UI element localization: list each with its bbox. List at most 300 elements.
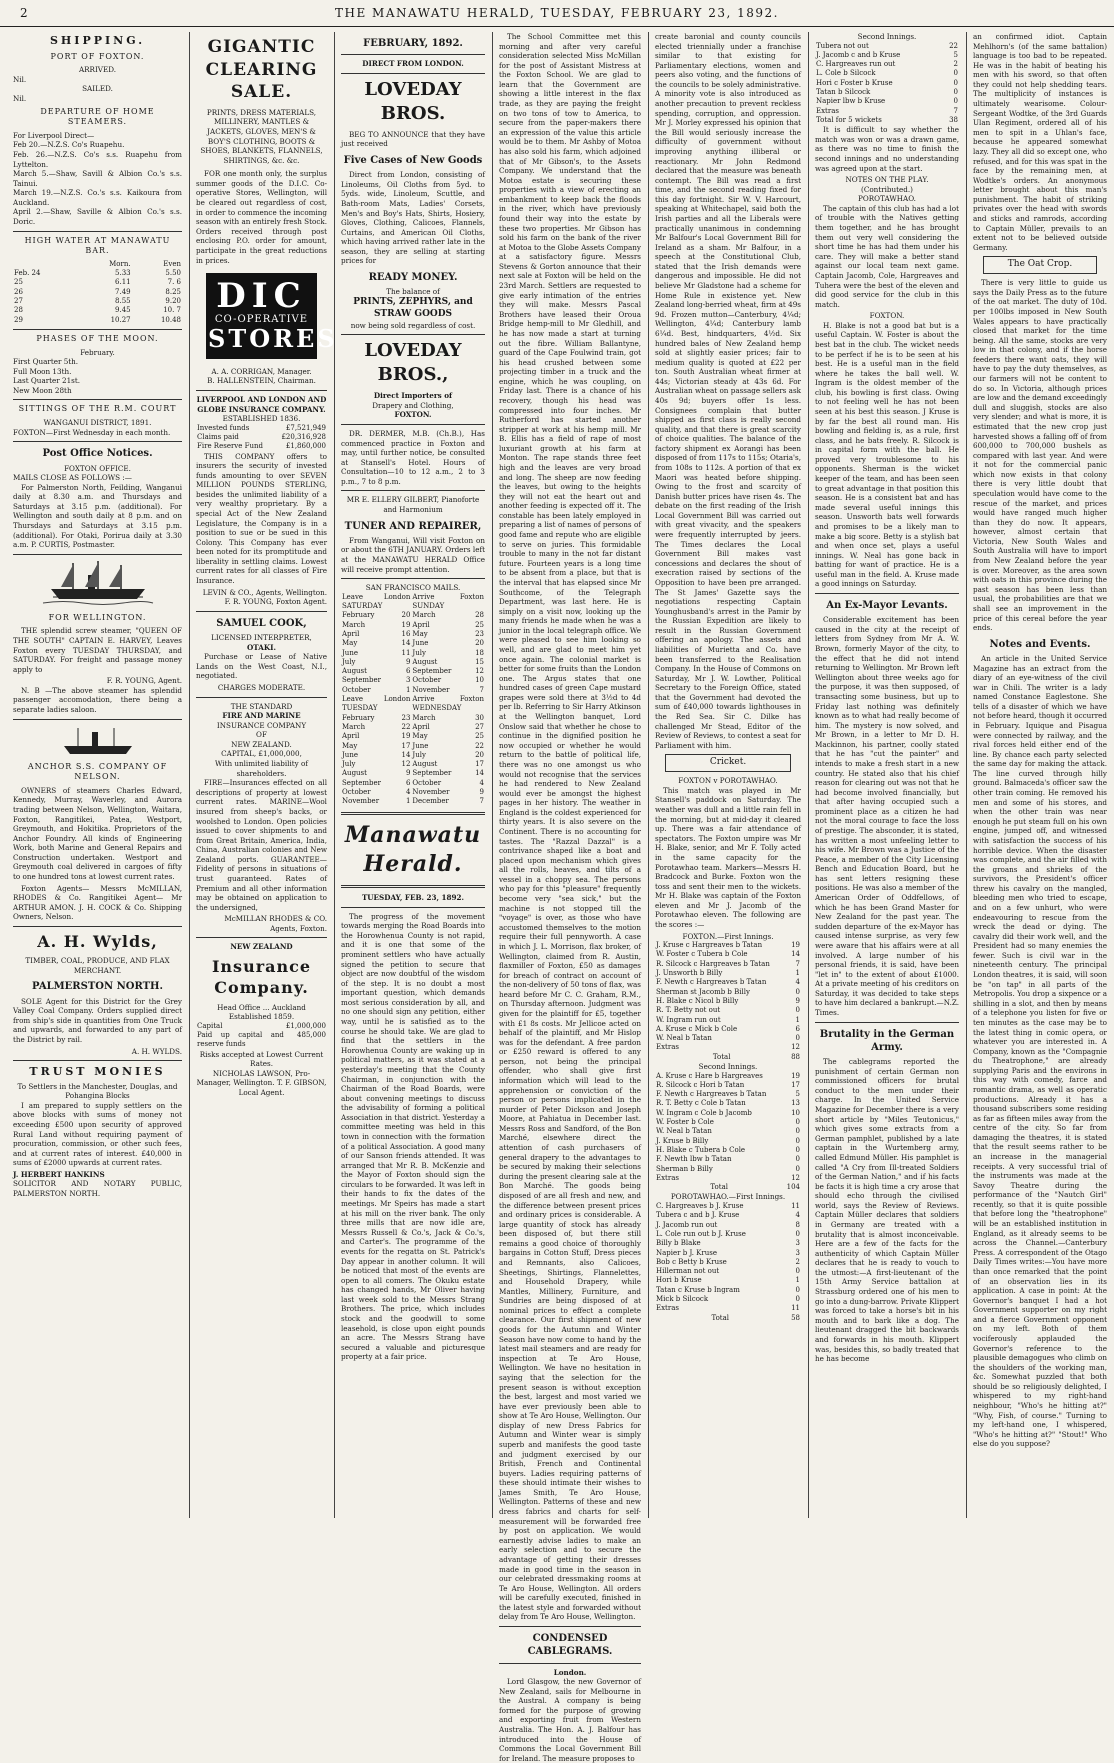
sf-cell: March xyxy=(412,713,436,722)
score-row xyxy=(655,1025,801,1034)
sf-row xyxy=(341,630,485,639)
high-water-heading: HIGH WATER AT MANAWATU BAR. xyxy=(24,235,171,256)
ins-heading: LIVERPOOL AND LONDON AND GLOBE INSURANCE COMPANY. xyxy=(196,394,327,414)
score-row xyxy=(655,1090,801,1099)
logo-stores: STORES xyxy=(208,324,338,354)
prints: PRINTS, ZEPHYRS, and STRAW GOODS xyxy=(353,296,473,319)
tide-morn: 6.11 xyxy=(115,278,131,287)
departure-item: Feb. 26.—N.Z.S. Co's s.s. Ruapehu from Lyttelton. xyxy=(13,149,182,169)
moon-phase: First Quarter 5th. xyxy=(13,357,79,367)
score-row xyxy=(655,1202,801,1211)
score-row xyxy=(655,1295,801,1304)
score-row xyxy=(655,1127,801,1136)
notes-events-text: An article in the United Service Magazine has an extract from the diary of an eye-witness of the civil war in Chili. The writer is a lady named Constance Eaglestone. She tells of a disaster of which we have not before heard, though it occurred in February. Iquique and Pisagua were connected by railway, and the rival forces held either end of the line. By chance each party selected the same day for making the attack. The line curved through hilly ground. Balmaceda's officer saw the other train coming. He removed his men and some of his stores, and when the other train was near enough he put steam full on his own engine, jumped off, and witnessed with satisfaction the success of his horrible device. When the disaster was complete, and the air filled with the groans and shrieks of the survivors, the President's officer threw his cavalry on the mangled, bleeding men who tried to escape, and on a few unhurt, who were endeavouring to rescue from the wreck the dead or dying. The cavalry did their work well, and the President had so many enemies the fewer. Such is civil war in the nineteenth century. The principal London theatres, it is said, will soon be "on tap" in all parts of the Metropolis. You drop a sixpence or a shilling in a slot, and then by means of a telephone you listen for five or ten minutes as the case may be to the latest thing in comic opera, or whatever you are interested in. A Company, known as the "Compagnie du Theatrophone," are already supplying Paris and the environs in this way with comedy, farce and romantic drama, as well as operatic productions. Already it has a thousand subscribers some residing as far as fifteen miles away from the centre of the city. So far from damaging the theatres, it is stated that the result seems rather to be an increase in the managerial receipts. A very successful trial of the instruments was made at the Savoy Theatre during the performance of the "Nautch Girl" recently, so that it is quite possible that before long the "theatrophone" will be an established institution in England, as it already seems to be across the Channel.—Canterbury Press. A correspondent of the Otago Daily Times writes:—You have more than once remarked that the point of an observation lies in its application. A case in point: At the Governor's banquet I had a hot Government supporter on my right and a fierce Government opponent on my left. Both of them vociferously applauded the Governor's reference to the plausible demagogues who climb on the shoulders of the working man, &c. Somewhat puzzled that both should be so religiously delighted, I whispered to my right-hand neighbour, "Who's he hitting at?" "Why, Fish, of course." Turning to my left-hand one, I whispered, "Who's he hitting at?" "Stout!" Who else do you suppose? xyxy=(973,653,1107,1449)
loveday-heading-2: LOVEDAY BROS., xyxy=(364,340,462,386)
tide-even: 8.25 xyxy=(165,287,181,296)
score-row xyxy=(655,1016,801,1025)
sf-heading: SAN FRANCISCO MAILS. xyxy=(365,583,461,593)
total-runs: 38 xyxy=(949,115,958,124)
port-heading: PORT OF FOXTON. xyxy=(50,51,145,61)
innings-heading: POROTAWHAO.—First Innings. xyxy=(670,1192,786,1202)
sf-cell: 14 xyxy=(475,769,484,778)
sf-row xyxy=(341,676,485,685)
ins-label: Fire Reserve Fund xyxy=(197,442,263,451)
std-sub2: INSURANCE COMPANY xyxy=(216,720,307,730)
runs: 4 xyxy=(795,978,800,987)
nz-row xyxy=(196,1022,327,1031)
anchor-heading: ANCHOR S.S. COMPANY OF NELSON. xyxy=(27,761,168,782)
runs: 0 xyxy=(795,1145,800,1154)
batsman: Extras xyxy=(816,106,839,115)
departure-heading: DEPARTURE OF HOME STEAMERS. xyxy=(40,106,155,127)
importers: Direct Importers of xyxy=(373,391,453,401)
batsman: Tatan c Kruse b Ingram xyxy=(656,1285,740,1294)
departure-item: April 2.—Shaw, Saville & Albion Co.'s s.s. Doric. xyxy=(13,207,182,227)
tide-morn: 9.45 xyxy=(115,306,131,315)
total-runs: 58 xyxy=(791,1313,800,1322)
local-news-text: The School Committee met this morning and after very careful consideration selected Miss McMillan for the post of Assistant Mistress at the Foxton School. We are glad to learn that the Government are showing a little interest in the flax trade, as they are paying the freight on two tons of tow to America, to secure from the paper-makers there an expression of the value this article would be to them. Mr Ashby of Motoa has also sold his farm, which adjoined that of Mr Gibson's, to the Assets Company. We understand that the Motoa estate is securing these properties with a view of erecting an embankment to keep back the floods in the river, which have previously found their way into the estate by these two properties. Mr Gibson has sold his farm on the bank of the river at Motoa to the Globe Assets Company at a satisfactory figure. Messrs Stevens & Gorton announce that their next sale at Foxton will be held on the 23rd March. Settlers are requested to give early intimation of the entries they will make. Messrs Pascal Brothers have leased their Oroua Bridge hemp-mill to Mr Gledhill, and he has now made a start at turning out the fibre. William Ballantyne, guard of the Cape Foulwind train, got his head crushed between some projecting timber in a truck and the engine, which he was coupling, on Friday last. There is a chance of his recovery, though his head was compressed into four inches. Mr Rutherford has started another stripper at work at his hemp mill. Mr B. Ellis has a field of rape of most luxuriant growth at his farm at Monton. The rape stands three feet high and the leaves are very broad and long. The sheep are now feeding the leaves, but owing to the heights they will not eat the heart out and another feeding is expected off it. The constable has been lately employed in preparing a list of names of persons of good fame and repute who are eligible to serve on juries. This formidable trouble to many in the not far distant future. Fourteen years is a long time to be absent from a place, but that is the interval that has elapsed since Mr Southcome, of the Telegraph Department, was last here. He is simply on a visit now, looking up the many friends he made when he was a junior in the local telegraph office. We were pleased to see him looking so well, and are glad to meet him yet once again. The colonial market is better for some fruits than the London one. The Argus states that one hundred cases of green Cape mustard grapes were sold there at 3½d to 4d per lb. Referring to Sir Harry Atkinson at the Wellington banquet, Lord Onslow said that whether he chose to continue in the dignified position he now occupied or whether he would return to the battle of political life, there was no one amongst us who would not recognise that the services he had rendered to New Zealand would ever be amongst the highest pages in her history. The weather in England is the coldest experienced for thirty years. It is also severe on the Continent. There is no accounting for tastes. The "Razzal Dazzal" is a contrivance shaped like a boat and placed upon mechanism which gives all the rolls, heaves, and tilts of a vessel in a choppy sea. The persons who pay for this "pleasure" frequently become very "sea sick," but the machine is not stopped till the "voyage" is over, as those who have accustomed themselves to the motion require their full pennyworth. A case in which J. L. Morrison, flax broker, of Wellington, claimed from R. Austin, flaxmiller of Foxton, £50 as damages for breach of contract on account of the non-delivery of 50 tons of flax, was heard before Mr C. C. Graham, R.M., on Thursday afternoon. Judgment was given for the plaintiff for £5, together with £1 8s costs. Mr Jellicoe acted on behalf of the plaintiff, and Mr Hislop was for the defendant. A free pardon or £250 reward is offered to any person, not being the principal offender, who shall give first information which will lead to the apprehension or conviction of the person or persons implicated in the murder of Peter Dickson and Joseph Moore, at Pahiatua in December last. Messrs Ross and Sandford, of the Bon Marché, elsewhere direct the attention of cash purchasers of general drapery to the advantages to be secured by making their selections during the present clearing sale at the Bon Marché. The goods being disposed of are all fresh and new, and the difference between present prices and ordinary prices is considerable. A large quantity of stock has already been disposed of, but there still remains a good choice of thoroughly bargains in Cotton Stuff, Dress pieces and Remnants, also Calicoes, Sheetings, Shirtings, Flannelettes, and Household Drapery, while Mantles, Millinery, Furniture, and Sundries are being disposed of at nominal prices to effect a complete clearance. Our first shipment of new goods for the Autumn and Winter Season have now come to hand by the latest mail steamers and are ready for inspection at Te Aro House, Wellington. We have no hesitation in saying that the selection for the present season is without exception the best, largest and most varied we have ever previously been able to show at Te Aro House, Wellington. Our display of new Dress Fabrics for Autumn and Winter wear is simply superb and manifests the good taste and judgment exercised by our British, French and Continental buyers. Ladies requiring patterns of these should intimate their wishes to James Smith, Te Aro House, Wellington. Patterns of these and new dress fabrics and charts for self-measurement will be forwarded free by post on application. We would earnestly advise ladies to make an early selection and to secure the advantage of getting their dresses made in good time in the season in our celebrated dressmaking rooms at Te Aro House, Wellington. All orders will be carefully executed, finished in the latest style and forwarded without delay from Te Aro House, Wellington. xyxy=(499,32,641,1622)
batsman: L. Cole b Silcock xyxy=(816,69,876,78)
runs: 10 xyxy=(791,1108,800,1117)
sf-cell: 4 xyxy=(479,778,484,787)
sf-row xyxy=(341,621,485,630)
score-row xyxy=(655,988,801,997)
sf-cell: October xyxy=(412,676,442,685)
wellington-nb: N. B —The above steamer has splendid passenger accomodation, there being a separate ladies saloon. xyxy=(13,685,182,714)
sf-cell: 7 xyxy=(479,685,484,694)
sf-header: Arrive Foxton WEDNESDAY xyxy=(412,695,484,713)
sf-row xyxy=(341,667,485,676)
score-row xyxy=(815,97,959,106)
ins-agents: LEVIN & CO., Agents, Wellington. F. R. YOUNG, Foxton Agent. xyxy=(202,587,327,607)
sf-cell: 6 xyxy=(405,778,411,787)
runs: 0 xyxy=(795,1034,800,1043)
sf-cell: April xyxy=(412,620,430,629)
tide-header: Morn. xyxy=(109,259,131,268)
ins-label: Invested funds xyxy=(197,423,250,432)
score-row xyxy=(815,79,959,88)
batsman: Sherman st Jacomb b Billy xyxy=(656,987,750,996)
score-row xyxy=(655,1081,801,1090)
ins-text: THIS COMPANY offers to insurers the security of invested funds amounting to over SEVEN MILLION POUNDS STERLING, besides the unlimited liability of a very wealthy proprietary. By a special Act of the New Zealand Legislature, the Company is in a position to sue or be sued in this Colony. This Company has ever been noted for its promptitude and liberality in settling claims. Lowest current rates for all classes of Fire Insurance. xyxy=(196,451,327,586)
steamship-icon xyxy=(43,559,153,609)
sf-cell: 17 xyxy=(401,741,411,750)
score-row xyxy=(655,969,801,978)
sf-cell: 10 xyxy=(475,676,484,685)
arrived-label: ARRIVED. xyxy=(78,65,117,75)
sf-cell: June xyxy=(412,639,429,648)
total-label: Total xyxy=(712,1052,731,1061)
score-row xyxy=(655,1006,801,1015)
trust-heading: TRUST MONIES xyxy=(29,1065,166,1079)
runs: 0 xyxy=(795,1229,800,1238)
std-cap2: With unlimited liability of shareholders. xyxy=(215,759,308,778)
sf-cell: November xyxy=(342,797,380,806)
post-office-mails: MAILS CLOSE AS FOLLOWS :— xyxy=(13,473,132,483)
batsman: R. Silcock c Hori b Tatan xyxy=(656,1080,745,1089)
runs: 19 xyxy=(791,941,800,950)
runs: 0 xyxy=(795,1155,800,1164)
std-text: FIRE—Insurances effected on all descriptions of property at lowest current rates. MARINE—Wool insured from sheep's backs, or woolshed to London. Open policies issued to cover shipments to and from Great Britain, America, India, China, Australian colonies and New Zealand ports. GUARANTEE—Fidelity of persons in situations of trust guaranteed. Rates of Premium and all other information may be obtained on application to the undersigned, xyxy=(196,778,327,912)
sf-row xyxy=(341,779,485,788)
sf-cell: December xyxy=(412,797,449,806)
sf-row xyxy=(341,639,485,648)
post-office-text: For Palmerston North, Feilding, Wanganui daily at 8.30 a.m. and Thursdays and Saturdays at 3.15 p.m. (additional). For Wellington and south daily at 8 p.m. and on Thursdays and Saturdays at 3.15 p.m. (additional). For Otaki, Porirua daily at 3.30 a.m. P. CURTIS, Postmaster. xyxy=(13,482,182,550)
sf-cell: June xyxy=(342,750,358,759)
column-rule xyxy=(189,32,190,1518)
tide-table xyxy=(13,260,182,325)
ins-row xyxy=(196,433,327,442)
runs: 0 xyxy=(795,1136,800,1145)
column-rule xyxy=(492,32,493,1518)
score-row xyxy=(815,42,959,51)
runs: 17 xyxy=(791,1080,800,1089)
wylds-sign: A. H. WYLDS. xyxy=(131,1046,182,1056)
sf-cell: November xyxy=(412,788,450,797)
tide-header xyxy=(13,260,78,269)
batsman: A. Kruse c Mick b Cole xyxy=(656,1024,738,1033)
tide-date: Feb. 24 xyxy=(14,269,41,278)
score-row xyxy=(655,1034,801,1043)
nz-est: Established 1859. xyxy=(228,1012,295,1022)
score-row xyxy=(655,978,801,987)
rm-court-heading: SITTINGS OF THE R.M. COURT xyxy=(18,404,177,414)
nz-head: Head Office ... Auckland xyxy=(217,1002,306,1012)
poro-label: POROTAWHAO. xyxy=(858,194,916,204)
batsman: J. Jacomb c and b Kruse xyxy=(816,50,901,59)
cricket-end: It is difficult to say whether the match was won or was a drawn game, as there was no time to finish the second innings and no understanding was agreed upon at the start. xyxy=(815,125,959,173)
sf-cell: 3 xyxy=(405,676,411,685)
innings-heading: Second Innings. xyxy=(857,32,917,41)
dic-logo xyxy=(206,273,338,359)
fox-label: FOXTON. xyxy=(869,311,905,321)
mayor-heading: An Ex-Mayor Levants. xyxy=(826,600,948,611)
batsman: Hori c Foster b Kruse xyxy=(816,78,893,87)
doctor-text: DR. DERMER, M.B. (Ch.B.), Has commenced practice in Foxton and may, until further notice, be consulted at Stansell's Hotel. Hours of Consultation—10 to 12 a.m., 2 to 3 p.m., 7 to 8 p.m. xyxy=(341,428,485,486)
sf-cell: June xyxy=(342,648,358,657)
cable-continued: create baronial and county councils elected triennially under a franchise similar to that existing for Parliamentary elections, women and peers also voting, and the functions of the councils to be solely administrative. A minority vote is also introduced as another precaution to prevent reckless spending, corruption, and oppression. Mr J. Morley expressed his opinion that the Bill would seriously increase the difficulty of government without improving anything illiberal or reactionary. Mr John Redmond declared that the measure was beneath contempt. The Bill was read a first time, and the second reading fixed for this day fortnight. Sir W. V. Harcourt, speaking at Whitechapel, said both the Irish parties and all the Liberals were practically unanimous in condemning Mr Balfour's Local Government Bill for Ireland as a sham. Mr Balfour, in a speech at the Constitutional Club, stated that the Irish demands were dangerous and impossible. He did not believe Mr Gladstone had a scheme for Home Rule in existence yet. New Zealand long-berried wheat, firm at 49s 9d. Frozen mutton—Canterbury, 4¼d; Wellington, 4¼d; Canterbury lamb 6¼d. Best, hindquarters, 4½d. Six hundred bales of New Zealand hemp sold at slightly easier prices; fair to medium quality is quoted at £22 per ton. South Australian wheat firmer at 44s; Victorian steady at 43s 6d. For Australian wheat on passage sellers ask 40s 9d; buyers offer 1s less. Consignees complain that butter shipped as first class is really second quality, and that there is great scarcity of choice qualities. The balance of the factory shipment ex Aorangi has been disposed of from 117s to 115s; Otaria's, from 108s to 112s. A portion of that ex Maori was heated before shipping. Owing to the frost and scarcity of Danish butter prices have risen 4s. The debate on the first reading of the Irish Local Government Bill was carried out with great vivacity, and the speakers were frequently interrupted by jeers. The Times declares the Local Government Bill makes vast concessions and declares the shout of execration raised by sections of the Opposition to have been pre arranged. The St James' Gazette says the negotiations respecting Captain Younghusband's arrest in the Pamir by the Russian Expedition are likely to result in the Russian Government offering an apology. The assets and liabilities of Murietta and Co. have been transferred to the Realisation Company. In the House of Commons on Saturday, Mr J. W. Lowther, Political Secretary to the Foreign Office, stated that the Government had devoted the sum of £40,000 towards lighthouses in the Red Sea. Sir C. Dilke has challenged Mr Stead, Editor of the Review of Reviews, to contest a seat for Parliament with him. xyxy=(655,32,801,750)
tide-date: 28 xyxy=(14,306,23,315)
score-row xyxy=(655,950,801,959)
batsman: R. Silcock c Hargreaves b Tatan xyxy=(656,959,770,968)
batsman: H. Blake c Nicol b Billy xyxy=(656,996,739,1005)
std-sub: FIRE AND MARINE xyxy=(222,711,301,721)
ins-est: ESTABLISHED 1836. xyxy=(222,414,301,424)
editorial-text: The progress of the movement towards merging the Road Boards into the Horowhenua County is not rapid, and it is one that some of the prominent settlers who have actually signed the petition to secure that object are now doubtful of the wisdom of the step. It is no doubt a most important question, which demands most serious consideration by all, and no one should sign any petition, either way, until he is satisfied as to the course he should take. We are glad to find that the settlers in the Horowhenua County are waking up in political matters, as it was stated at a yesterday's meeting that the County Chairman, in conjunction with the Chairman of the Road Boards, were about convening meetings to discuss the advisability of forming a political Association in that district. Yesterday a committee meeting was held in this town in connection with the formation of a political Association. A good many of our Sanson friends attended. It was arranged that Mr R. B. McKenzie and the Mayor of Foxton should sign the circulars to be forwarded. It was left in their hands to fix the dates of the meetings. Mr Speirs has made a start at his mill on the river bank. The only three mills that are now idle are, Messrs Russell & Co.'s, Jack & Co.'s, and Carter's. The programme of the events for the regatta on St. Patrick's Day appear in another column. It will be noticed that most of the events are open to all comers. The Okuku estate has changed hands, Mr Oliver having last week sold to the Messrs Strang Brothers. The price, which includes stock and the goodwill to some leasehold, is close upon eight pounds an acre. The Messrs Strang have secured a valuable and picturesque property at a fair price. xyxy=(341,911,485,1362)
brutality-heading: Brutality in the German Army. xyxy=(819,1028,955,1053)
sf-cell: 9 xyxy=(479,788,484,797)
score-row xyxy=(655,941,801,950)
ins-value: £1,860,000 xyxy=(285,442,326,451)
trust-text: I am prepared to supply settlers on the above blocks with sums of money not exceeding £500 upon security of approved Rural Land without requiring payment of procuration, commission, or other such fees, and at current rates of interest. £40,000 in sums of £2000 upwards at current rates. xyxy=(13,1100,182,1168)
tide-row xyxy=(13,297,182,306)
anchor-agents: Foxton Agents— Messrs McMILLAN, RHODES & Co. Rangitikei Agent— Mr ARTHUR AMON. J. H. COCK & Co. Shipping Owners, Nelson. xyxy=(13,883,182,922)
runs: 0 xyxy=(953,88,958,97)
batsman: W. Foster b Cole xyxy=(656,1118,714,1127)
runs: 0 xyxy=(953,78,958,87)
runs: 9 xyxy=(795,996,800,1005)
tide-date: 25 xyxy=(14,278,23,287)
ins-table xyxy=(196,424,327,452)
runs: 0 xyxy=(953,69,958,78)
cook-heading: SAMUEL COOK, xyxy=(216,617,307,629)
ready-money: READY MONEY. xyxy=(368,271,458,283)
runs: 0 xyxy=(795,1285,800,1294)
column-2 xyxy=(193,32,338,1518)
cook-place: OTAKI. xyxy=(247,642,276,652)
anchor-text: OWNERS of steamers Charles Edward, Kennedy, Murray, Waverley, and Aurora trading between Nelson, Wellington, Waitara, Foxton, Rangitikei, Patea, Westport, Greymouth, and Hokitika. Proprietors of the Anchor Foundry. All kinds of Engineering Work, both Marine and General Repairs and Construction undertaken. Westport and Greymouth coal delivered in cargoes of fifty to one hundred tons at lowest current rates. xyxy=(13,785,182,881)
batsman: Sherman b Billy xyxy=(656,1164,713,1173)
moon-month: February. xyxy=(80,347,115,357)
sf-cell: 4 xyxy=(405,788,411,797)
nz-value: £1,000,000 xyxy=(285,1021,326,1030)
batsman: Billy b Blake xyxy=(656,1239,701,1248)
runs: 5 xyxy=(953,50,958,59)
score-row xyxy=(655,960,801,969)
column-rule xyxy=(334,32,335,1518)
tide-row xyxy=(13,288,182,297)
score-total xyxy=(655,1053,801,1062)
total-label: Total for 5 wickets xyxy=(816,115,882,124)
sf-cell: 23 xyxy=(475,629,484,638)
cable-text: Lord Glasgow, the new Governor of New Zealand, sails for Melbourne in the Austral. A company is being formed for the purpose of growing and exporting fruit from Western Australia. The Hon. A. J. Balfour has introduced into the House of Commons the Local Government Bill for Ireland. The measure proposes to xyxy=(499,1677,641,1763)
cricket-text: This match was played in Mr Stansell's paddock on Saturday. The weather was dull and a little rain fell in the morning, but at mid-day it cleared up. There was a fair attendance of spectators. The Foxton umpire was Mr H. Blake, senior, and Mr F. Tolly acted in the same capacity for the Porotawhao team. Markers—Messrs H. Bradcock and Burke. Foxton won the toss and sent their men to the wickets. Mr H. Blake was captain of the Foxton eleven and Mr J. Jacomb of the Porotawhao eleven. The following are the scores :— xyxy=(655,785,801,929)
ins-value: £20,316,928 xyxy=(281,432,326,441)
sailed-label: SAILED. xyxy=(82,84,113,94)
departure-item: March 5.—Shaw, Savill & Albion Co.'s s.s. Tainui. xyxy=(13,169,182,188)
column-5 xyxy=(652,32,804,1518)
sf-row xyxy=(341,649,485,658)
sf-cell: 6 xyxy=(405,667,411,676)
column-6 xyxy=(812,32,962,1518)
sf-row xyxy=(341,732,485,741)
wylds-town: PALMERSTON NORTH. xyxy=(32,981,163,993)
sf-cell: August xyxy=(342,769,367,778)
tide-morn: 8.55 xyxy=(115,297,131,306)
batsman: J. Kruse c Hargreaves b Tatan xyxy=(656,941,763,950)
batsman: Tubera c and b J. Kruse xyxy=(656,1211,740,1220)
runs: 5 xyxy=(795,1090,800,1099)
arrived-nil: Nil. xyxy=(13,74,27,84)
sf-row xyxy=(341,686,485,695)
post-office-sub: FOXTON OFFICE. xyxy=(64,463,131,473)
runs: 7 xyxy=(795,959,800,968)
sf-cell: June xyxy=(412,741,429,750)
score-row xyxy=(815,60,959,69)
sf-header: Leave London SATURDAY xyxy=(342,592,411,611)
batsman: W. Foster c Tubera b Cole xyxy=(656,950,748,959)
trust-sub: To Settlers in the Manchester, Douglas, and Pohangina Blocks xyxy=(17,1081,178,1101)
five-cases: Five Cases of New Goods xyxy=(343,154,483,166)
trust-sign2: SOLICITOR AND NOTARY PUBLIC, PALMERSTON NORTH. xyxy=(13,1179,182,1199)
sf-cell: 16 xyxy=(401,629,411,638)
score-row xyxy=(815,51,959,60)
sf-cell: 11 xyxy=(401,648,411,657)
nz-agent: NICHOLAS LAWSON, Pro-Manager, Wellington. T. F. GIBSON, Local Agent. xyxy=(196,1068,327,1097)
runs: 13 xyxy=(791,1099,800,1108)
column-7 xyxy=(970,32,1110,1518)
batsman: Extras xyxy=(656,1304,679,1313)
runs: 14 xyxy=(791,950,800,959)
std-agents: McMILLAN RHODES & CO. Agents, Foxton. xyxy=(224,914,327,933)
score-row xyxy=(655,1286,801,1295)
moon-phase: Full Moon 13th. xyxy=(13,366,72,376)
batsman: W. Neal b Tatan xyxy=(656,1034,712,1043)
sf-row xyxy=(341,788,485,797)
sf-cell: May xyxy=(412,629,428,638)
runs: 8 xyxy=(795,1220,800,1229)
sf-row xyxy=(341,723,485,732)
score-row xyxy=(655,1211,801,1220)
departure-item: March 19.—N.Z.S. Co.'s s.s. Kaikoura from Auckland. xyxy=(13,188,182,207)
score-total xyxy=(655,1183,801,1192)
sf-cell: April xyxy=(412,722,430,731)
batsman: J. Unsworth b Billy xyxy=(656,969,723,978)
ins-value: £7,521,949 xyxy=(285,423,326,432)
rm-district: WANGANUI DISTRICT, 1891. xyxy=(43,418,152,428)
runs: 4 xyxy=(795,1211,800,1220)
runs: 3 xyxy=(795,1248,800,1257)
score-row xyxy=(655,1137,801,1146)
score-row xyxy=(655,1043,801,1052)
wellington-heading: FOR WELLINGTON. xyxy=(48,612,147,622)
tide-row xyxy=(13,269,182,278)
score-row xyxy=(655,1099,801,1108)
moon-phase: Last Quarter 21st. xyxy=(13,376,81,386)
sf-cell: May xyxy=(412,732,428,741)
direct-heading: DIRECT FROM LONDON. xyxy=(362,59,464,69)
batsman: F. Newth lbw b Tatan xyxy=(656,1155,732,1164)
sf-cell: August xyxy=(412,657,438,666)
innings-heading: FOXTON.—First Innings. xyxy=(682,931,774,941)
batsman: Tubera not out xyxy=(816,41,869,50)
column-rule xyxy=(648,32,649,1518)
runs: 0 xyxy=(795,1006,800,1015)
brutality-text: The cablegrams reported the punishment of certain German non commissioned officers for brutal conduct to the men under their charge. In the United Service Magazine for December there is a very short article by "Miles Teutonicus," which gives some extracts from a German pamphlet, published by a late captain in the Wurtemberg army, called Edmund Müller. His pamphlet is called "A Cry from Ill-treated Soldiers of the German Nation," and if his facts be facts it is high time a cry arose that should echo through the civilised world, says the Review of Reviews. Captain Müller declares that soldiers in Germany are treated with a brutality that is almost inconceivable. Here are a few of the facts for the authenticity of which Captain Müller declares that he is ready to vouch to the utmost:—A first-lieutenant of the 15th Army Service battalion at Strassburg ordered one of his men to go into a dung-barrow. Private Klippert was forced to take a horse's bit in his mouth and to bark like a dog. The lieutenant dragged the bit backwards and forwards in his mouth. Klippert was, besides this, so badly treated that he has become xyxy=(815,1057,959,1364)
foxton-label: FOXTON. xyxy=(394,410,432,420)
sf-cell: 20 xyxy=(475,639,484,648)
sf-cell: February xyxy=(342,611,375,620)
score-row xyxy=(655,1276,801,1285)
runs: 0 xyxy=(795,1164,800,1173)
innings-heading: Second Innings. xyxy=(698,1062,758,1072)
batsman: Hori b Kruse xyxy=(656,1276,702,1285)
ins-row xyxy=(196,424,327,433)
sf-cell: 12 xyxy=(475,667,484,676)
cricket-heading: Cricket. xyxy=(665,754,791,772)
sf-cell: August xyxy=(412,760,438,769)
sf-cell: May xyxy=(342,741,358,750)
herald-nameplate: Manawatu Herald. xyxy=(344,821,482,877)
score-row xyxy=(655,1230,801,1239)
sf-cell: October xyxy=(342,685,371,694)
tide-row xyxy=(13,316,182,325)
runs: 7 xyxy=(953,106,958,115)
cable-place: London. xyxy=(553,1667,587,1677)
goods-text: Direct from London, consisting of Linoleums, Oil Cloths from 5yd. to 5yds. wide, Linoleum, Scuttle, and Bath-room Mats, Ladies' Corsets, Men's and Boy's Hats, Shirts, Hosiery, Gloves, Clothing, Calicoes, Flannels, Curtains, and American Oil Cloths, which having arrived rather late in the season, they are selling at starting prices for xyxy=(341,170,485,266)
score-row xyxy=(655,997,801,1006)
score-row xyxy=(655,1304,801,1313)
tide-date: 27 xyxy=(14,297,23,306)
sf-cell: November xyxy=(412,685,450,694)
sf-cell: July xyxy=(342,760,356,769)
std-heading: THE STANDARD xyxy=(230,701,293,711)
runs: 12 xyxy=(791,1043,800,1052)
runs: 0 xyxy=(795,1127,800,1136)
nz-label: Capital xyxy=(197,1021,223,1030)
sf-row xyxy=(341,751,485,760)
batsman: Bob c Betty b Kruse xyxy=(656,1257,727,1266)
notes-heading: NOTES ON THE PLAY. xyxy=(845,175,929,185)
sf-cell: 30 xyxy=(475,713,484,722)
sf-cell: 23 xyxy=(401,713,411,722)
runs: 6 xyxy=(795,1024,800,1033)
trust-sign: J. HERBERT HANKINS xyxy=(13,1169,105,1179)
notes-text-2: H. Blake is not a good bat but is a useful Captain. W. Foster is about the best bat in the club. The wicket needs to be perfect if he is to be seen at his best. He is a useful man in the field where he takes the ball well. W. Ingram is the oldest member of the club, his bowling is first class. Owing to not feeling well he has not been seen at his best this season. J Kruse is by far the best all round man. His bowling and fielding is, as a rule, first class, and he bats freely. R. Silcock is in capital form with the ball. He proved very troublesome to his opponents. Sherman is the wicket keeper of the team, and has been seen to great advantage in that position this season. He is a consistent bat and has made several useful innings this season. Unsworth bats well forwards and promises to be a likely man to make a big score. Betty is a stylish bat and when once set, plays a useful innings. W. Neal has gone back in batting for want of practice. He is a useful man in the field. A. Kruse made a good innings on Saturday. xyxy=(815,320,959,589)
oat-text: There is very little to guide us says the Daily Press as to the future of the oat market. The duty of 10d. per 100lbs imposed in New South Wales appears to have practically closed that market for the time being. All the same, stocks are very low in that colony, and if the horse feeders there want oats, they will have to pay the duty themselves, as our farmers will not be content to do so. In Victoria, although prices are low and the demand exceedingly dull and sluggish, stocks are also very slender; and what is more, it is estimated that the new crop just harvested shows a falling off of from 600,000 to 700,000 bushels as compared with last year. And were it not for the commercial panic which now exists in that colony there is very little doubt that speculation would have come to the rescue of the market, and prices would have ranged much higher than they do now. It appears, however, almost certain that Victoria, New South Wales and South Australia will have to import from New Zealand before the year is over. Moreover, as the area sown with oats in this province during the past season has been less than usual, the probabilities are that we shall see an improvement in the price of this cereal before the year ends. xyxy=(973,278,1107,633)
sf-cell: 12 xyxy=(401,760,411,769)
ins-label: Claims paid xyxy=(197,432,239,441)
column-rule xyxy=(966,32,967,1518)
runs: 3 xyxy=(795,1239,800,1248)
sf-cell: July xyxy=(412,648,426,657)
batsman: A. Kruse c Hare b Hargreaves xyxy=(656,1071,763,1080)
cook-charges: CHARGES MODERATE. xyxy=(217,682,306,692)
dic-chair: B. HALLENSTEIN, Chairman. xyxy=(207,376,316,386)
total-runs: 104 xyxy=(786,1183,800,1192)
cricket-sub: FOXTON v POROTAWHAO. xyxy=(678,776,778,786)
runs: 2 xyxy=(953,60,958,69)
runs: 0 xyxy=(953,97,958,106)
tide-date: 29 xyxy=(14,315,23,324)
tide-morn: 7.49 xyxy=(115,287,131,296)
sf-cell: September xyxy=(342,676,381,685)
runs: 22 xyxy=(949,41,958,50)
batsman: Extras xyxy=(656,1043,679,1052)
loveday-beg: BEG TO ANNOUNCE that they have just received xyxy=(341,129,485,149)
wellington-text: THE splendid screw steamer, "QUEEN OF THE SOUTH" CAPTAIN E. HARVEY, Leaves Foxton every TUESDAY THURSDAY, and SATURDAY. For freight and passage money apply to xyxy=(13,626,182,674)
herald-date: TUESDAY, FEB. 23, 1892. xyxy=(361,893,465,903)
runs: 11 xyxy=(791,1202,800,1211)
nz-risks: Risks accepted at Lowest Current Rates. xyxy=(199,1049,324,1069)
column-4 xyxy=(496,32,644,1763)
sf-cell: May xyxy=(342,639,358,648)
nz-row xyxy=(196,1031,327,1050)
batsman: Tatan b Silcock xyxy=(816,88,871,97)
sf-row xyxy=(341,742,485,751)
departure-item: Feb 20.—N.Z.S. Co's Ruapehu. xyxy=(13,140,125,150)
sf-cell: 22 xyxy=(401,722,411,731)
shipping-heading: SHIPPING. xyxy=(49,34,146,47)
rm-text: FOXTON—First Wednesday in each month. xyxy=(13,427,171,437)
tide-even: 5.50 xyxy=(165,269,181,278)
wylds-name: A. H. Wylds, xyxy=(37,931,158,951)
total-label: Total xyxy=(710,1183,728,1192)
tide-even: 10.48 xyxy=(160,315,181,324)
gilbert: MR E. ELLERY GILBERT, Pianoforte and Harmonium xyxy=(346,495,480,515)
runs: 0 xyxy=(795,1118,800,1127)
tuner: TUNER AND REPAIRER, xyxy=(344,520,482,532)
score-row xyxy=(655,1146,801,1155)
batsman: R. T. Betty not out xyxy=(656,1006,721,1015)
batsman: W. Neal b Tatan xyxy=(656,1127,712,1136)
tuner-text: From Wanganui, Will visit Foxton on or about the 6TH JANUARY. Orders left at the MANAWATU HERALD Office will receive prompt attention. xyxy=(341,535,485,574)
score-row xyxy=(655,1258,801,1267)
wylds-trade: TIMBER, COAL, PRODUCE, AND FLAX MERCHANT. xyxy=(25,956,170,975)
batsman: C. Hargreaves b J. Kruse xyxy=(656,1202,744,1211)
score-row xyxy=(815,88,959,97)
sf-row xyxy=(341,611,485,620)
